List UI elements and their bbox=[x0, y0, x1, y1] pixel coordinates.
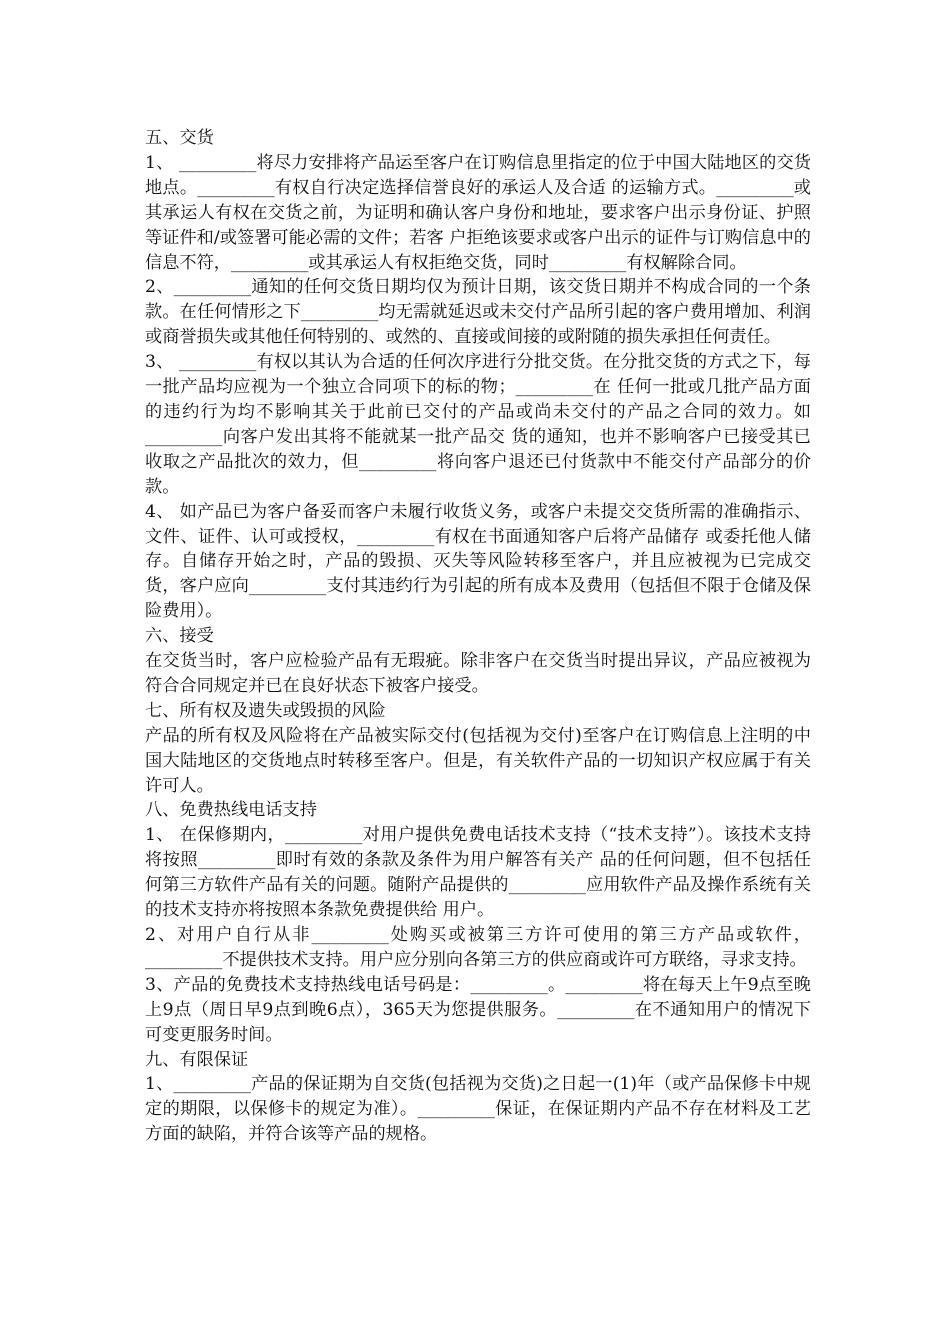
paragraph-delivery-1: 1、 _________将尽力安排将产品运至客户在订购信息里指定的位于中国大陆地区的交货地点。_________有权自行决定选择信誉良好的承运人及合适 的运输方式。_________或其承运人有权在交货之前，为证明和确认客户身份和地址，要求客户出示身份证、护照等证件和/或签署可能必需的文件；若客 户拒绝该要求或客户出示的证件与订购信息中的信息不符，_________或其承运人有权拒绝交货，同时_________有权解除合同。 bbox=[145, 152, 811, 273]
section-heading-warranty: 九、有限保证 bbox=[145, 1049, 249, 1070]
section-heading-ownership: 七、所有权及遗失或毁损的风险 bbox=[145, 700, 386, 721]
paragraph-hotline-2: 2、对用户自行从非_________处购买或被第三方许可使用的第三方产品或软件，_________不提供技术支持。用户应分别向各第三方的供应商或许可方联络，寻求支持。 bbox=[145, 925, 811, 970]
paragraph-hotline-3: 3、产品的免费技术支持热线电话号码是：_________。_________将在每天上午9点至晚上9点（周日早9点到晚6点），365天为您提供服务。_________在不通知用户的情况下可变更服务时间。 bbox=[145, 974, 811, 1045]
section-heading-delivery: 五、交货 bbox=[145, 128, 214, 148]
paragraph-delivery-2: 2、_________通知的任何交货日期均仅为预计日期，该交货日期并不构成合同的一个条款。在任何情形之下_________均无需就延迟或未交付产品所引起的客户费用增加、利润或商誉损失或其他任何特别的、或然的、直接或间接的或附随的损失承担任何责任。 bbox=[145, 277, 811, 348]
paragraph-ownership: 产品的所有权及风险将在产品被实际交付(包括视为交付)至客户在订购信息上注明的中国大陆地区的交货地点时转移至客户。但是，有关软件产品的一切知识产权应属于有关许可人。 bbox=[145, 725, 811, 796]
paragraph-delivery-4: 4、 如产品已为客户备妥而客户未履行收货义务，或客户未提交交货所需的准确指示、文件、证件、认可或授权，_________有权在书面通知客户后将产品储存 或委托他人储存。自储存开始之时，产品的毁损、灭失等风险转移至客户，并且应被视为已完成交货，客户应向_________支付其违约行为引起的所有成本及费用（包括但不限于仓储及保险费用）。 bbox=[145, 501, 811, 622]
paragraph-acceptance: 在交货当时，客户应检验产品有无瑕疵。除非客户在交货当时提出异议，产品应被视为符合合同规定并已在良好状态下被客户接受。 bbox=[145, 651, 811, 696]
document-page bbox=[145, 126, 811, 1147]
paragraph-delivery-3: 3、 _________有权以其认为合适的任何次序进行分批交货。在分批交货的方式之下，每一批产品均应视为一个独立合同项下的标的物；_________在 任何一批或几批产品方面的违约行为均不影响其关于此前已交付的产品或尚未交付的产品之合同的效力。如_________向客户发出其将不能就某一批产品交 货的通知，也并不影响客户已接受其已收取之产品批次的效力，但_________将向客户退还已付货款中不能交付产品部分的价款。 bbox=[145, 352, 811, 497]
paragraph-warranty-1: 1、_________产品的保证期为自交货(包括视为交货)之日起一(1)年（或产品保修卡中规定的期限，以保修卡的规定为准）。_________保证，在保证期内产品不存在材料及工艺方面的缺陷，并符合该等产品的规格。 bbox=[145, 1074, 811, 1145]
section-heading-hotline: 八、免费热线电话支持 bbox=[145, 800, 317, 821]
section-heading-acceptance: 六、接受 bbox=[145, 626, 214, 647]
paragraph-hotline-1: 1、 在保修期内，_________对用户提供免费电话技术支持（“技术支持”）。该技术支持将按照_________即时有效的条款及条件为用户解答有关产 品的任何问题，但不包括任何第三方软件产品有关的问题。随附产品提供的_________应用软件产品及操作系统有关的技术支持亦将按照本条款免费提供给 用户。 bbox=[145, 825, 811, 921]
